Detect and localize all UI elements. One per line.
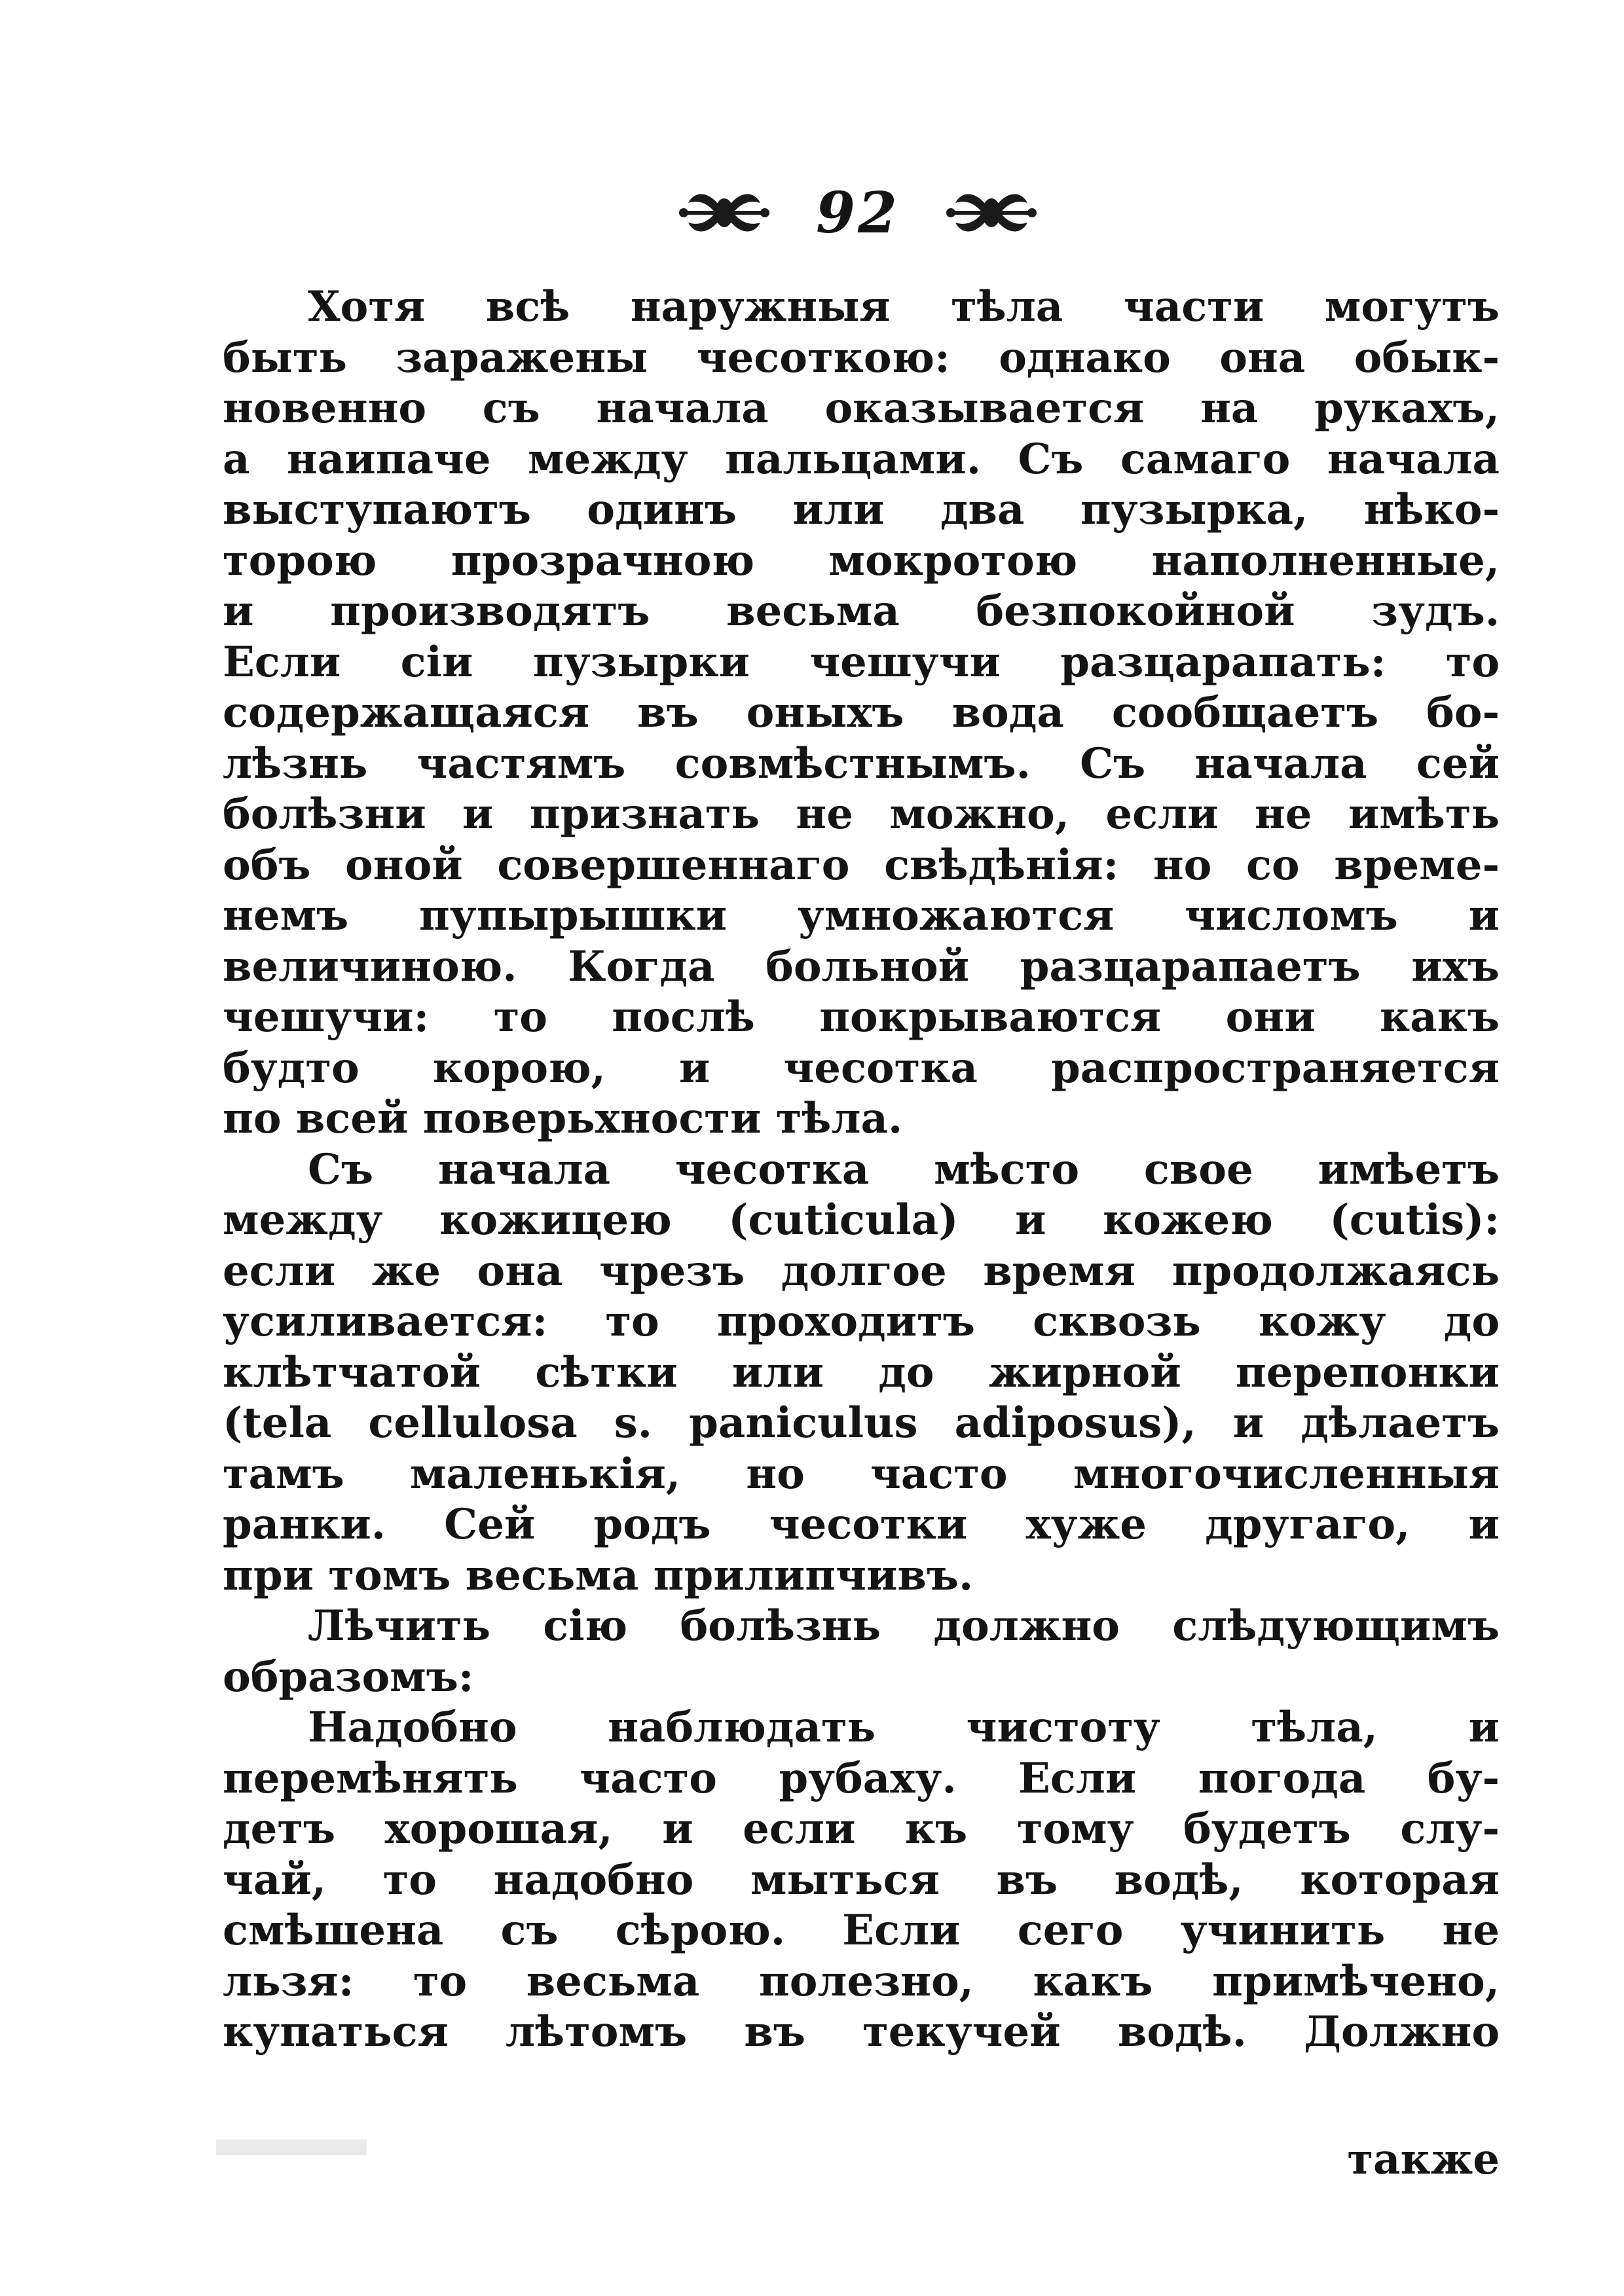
text-line: купаться лѣтомъ въ текучей водѣ. Должно bbox=[223, 2007, 1500, 2056]
text-line: льзя: то весьма полезно, какъ примѣчено, bbox=[223, 1956, 1500, 2006]
ink-stain-mark bbox=[216, 2134, 367, 2160]
text-line: торою прозрачною мокротою наполненные, bbox=[223, 536, 1500, 585]
text-line: перемѣнять часто рубаху. Если погода бу- bbox=[223, 1753, 1500, 1803]
catchword: также bbox=[1347, 2135, 1500, 2184]
text-line: тамъ маленькія, но часто многочисленныя bbox=[223, 1449, 1500, 1499]
text-line: между кожицею (cuticula) и кожею (cutis): bbox=[223, 1195, 1500, 1245]
text-line: (tela cellulosa s. paniculus adiposus), и дѣлаетъ bbox=[223, 1398, 1500, 1448]
paragraph-2 bbox=[223, 1144, 1500, 1601]
text-line: будто корою, и чесотка распространяется bbox=[223, 1043, 1500, 1093]
text-line: болѣзни и признать не можно, если не имѣть bbox=[223, 790, 1500, 839]
text-line: быть заражены чесоткою: однако она обык- bbox=[223, 333, 1500, 382]
text-line: образомъ: bbox=[223, 1652, 474, 1702]
text-line: немъ пупырышки умножаются числомъ и bbox=[223, 891, 1500, 940]
text-line: содержащаяся въ оныхъ вода сообщаетъ бо- bbox=[223, 688, 1500, 737]
paragraph-4 bbox=[223, 1702, 1500, 2058]
text-line: величиною. Когда больной разцарапаетъ ихъ bbox=[223, 941, 1500, 991]
text-line: Если сіи пузырки чешучи разцарапать: то bbox=[223, 637, 1500, 687]
text-line: а наипаче между пальцами. Съ самаго начала bbox=[223, 434, 1500, 484]
text-line: объ оной совершеннаго свѣдѣнія: но со време- bbox=[223, 840, 1500, 890]
text-line: Хотя всѣ наружныя тѣла части могутъ bbox=[308, 282, 1500, 331]
text-line: ранки. Сей родъ чесотки хуже другаго, и bbox=[223, 1500, 1500, 1549]
paragraph-1 bbox=[223, 282, 1500, 1144]
text-line: по всей поверьхности тѣла. bbox=[223, 1094, 903, 1143]
text-line: если же она чрезъ долгое время продолжаясь bbox=[223, 1246, 1500, 1296]
text-line: Надобно наблюдать чистоту тѣла, и bbox=[308, 1703, 1500, 1752]
text-line: при томъ весьма прилипчивъ. bbox=[223, 1550, 974, 1600]
text-line: лѣзнь частямъ совмѣстнымъ. Съ начала сей bbox=[223, 738, 1500, 788]
text-line: детъ хорошая, и если къ тому будетъ слу- bbox=[223, 1804, 1500, 1853]
text-line: чешучи: то послѣ покрываются они какъ bbox=[223, 993, 1500, 1042]
running-head bbox=[216, 177, 1500, 249]
right-fleuron-ornament-icon bbox=[946, 183, 1037, 242]
text-line: клѣтчатой сѣтки или до жирной перепонки bbox=[223, 1347, 1500, 1397]
body-text bbox=[223, 282, 1500, 2058]
book-page bbox=[216, 164, 1500, 2184]
text-line: и производятъ весьма безпокойной зудъ. bbox=[223, 587, 1500, 636]
paragraph-3 bbox=[223, 1601, 1500, 1702]
text-line: чай, то надобно мыться въ водѣ, которая bbox=[223, 1855, 1500, 1904]
text-line: усиливается: то проходитъ сквозь кожу до bbox=[223, 1297, 1500, 1346]
text-line: выступаютъ одинъ или два пузырка, нѣко- bbox=[223, 485, 1500, 534]
text-line: новенно съ начала оказывается на рукахъ, bbox=[223, 384, 1500, 433]
text-line: Лѣчить сію болѣзнь должно слѣдующимъ bbox=[308, 1601, 1500, 1650]
text-line: Съ начала чесотка мѣсто свое имѣетъ bbox=[308, 1144, 1500, 1194]
page-number: 92 bbox=[816, 179, 900, 246]
text-line: смѣшена съ сѣрою. Если сего учинить не bbox=[223, 1906, 1500, 1955]
left-fleuron-ornament-icon bbox=[678, 183, 770, 242]
